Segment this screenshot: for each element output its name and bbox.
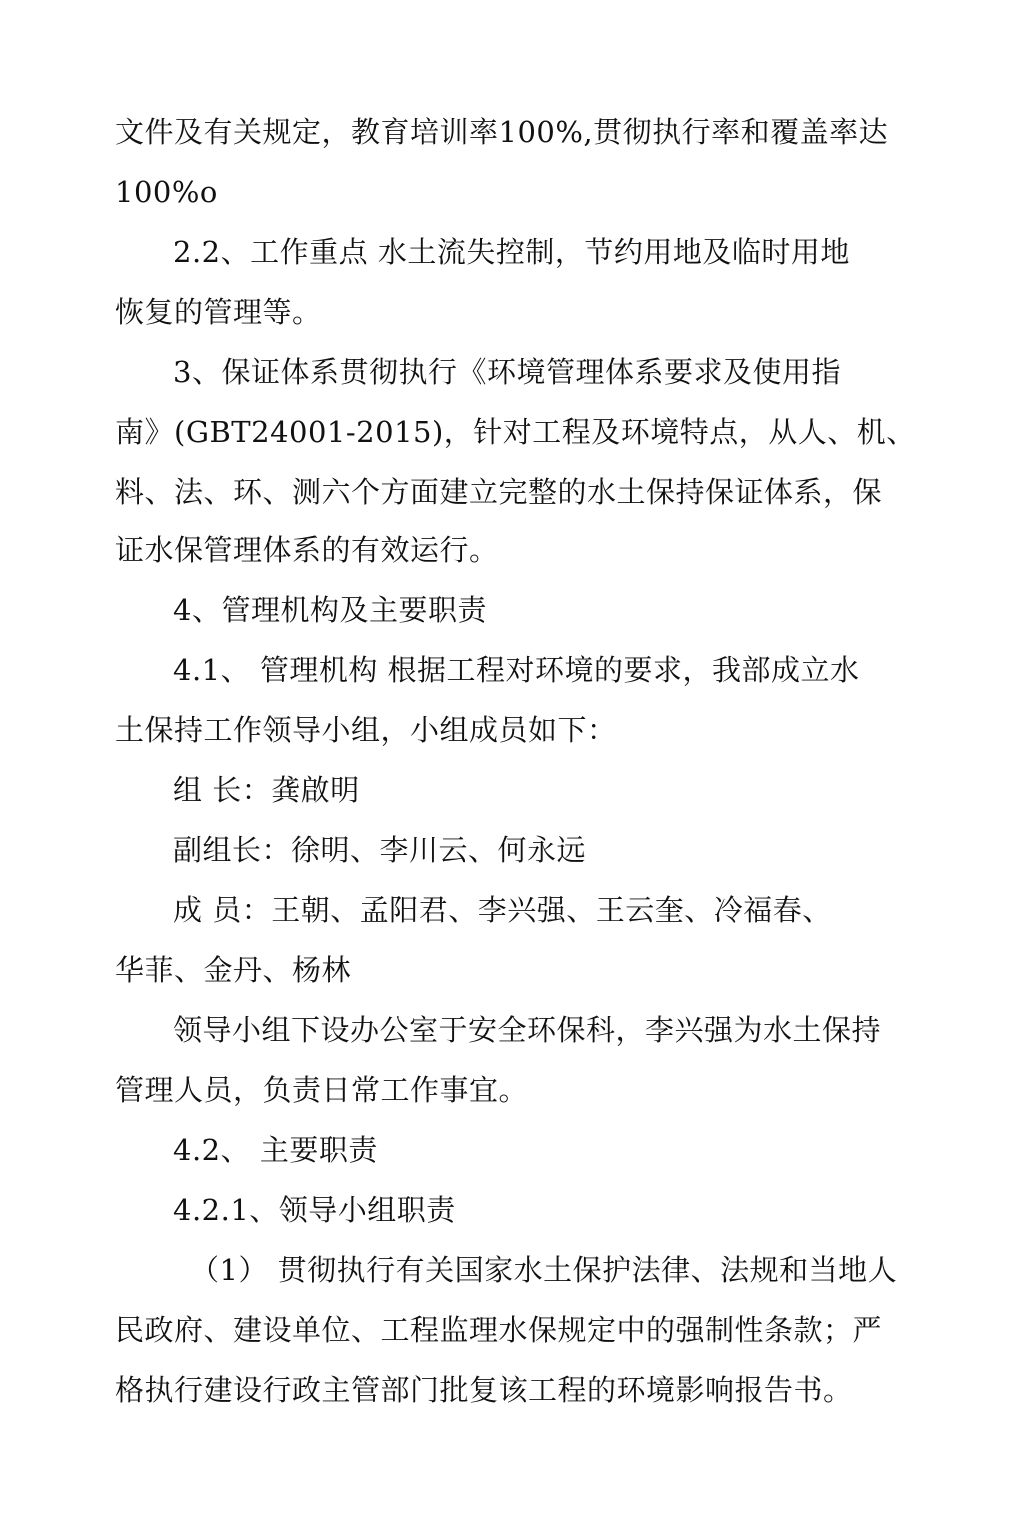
text-line: 民政府、建设单位、工程监理水保规定中的强制性条款；严 bbox=[115, 1313, 883, 1347]
text-line: 管理人员，负责日常工作事宜。 bbox=[115, 1073, 529, 1107]
text-line: 恢复的管理等。 bbox=[115, 295, 322, 329]
text-line: 100%o bbox=[115, 175, 218, 209]
text-line: 证水保管理体系的有效运行。 bbox=[115, 533, 499, 567]
member-line: 成 员：王朝、孟阳君、李兴强、王云奎、冷福春、 bbox=[173, 893, 832, 927]
section-heading: 4.2.1、领导小组职责 bbox=[173, 1193, 456, 1227]
section-heading: 3、保证体系贯彻执行《环境管理体系要求及使用指 bbox=[173, 355, 841, 389]
paragraph-start: 领导小组下设办公室于安全环保科，李兴强为水土保持 bbox=[173, 1013, 882, 1047]
text-line: 南》(GBT24001-2015)，针对工程及环境特点，从人、机、 bbox=[115, 415, 916, 449]
section-heading: 4.1、 管理机构 根据工程对环境的要求，我部成立水 bbox=[173, 653, 860, 687]
text-line: 文件及有关规定，教育培训率100%,贯彻执行率和覆盖率达 bbox=[115, 115, 889, 149]
section-heading: 4.2、 主要职责 bbox=[173, 1133, 378, 1167]
text-line: 料、法、环、测六个方面建立完整的水土保持保证体系，保 bbox=[115, 475, 883, 509]
member-line: 副组长：徐明、李川云、何永远 bbox=[173, 833, 587, 867]
list-item-start: （1） 贯彻执行有关国家水土保护法律、法规和当地人 bbox=[190, 1253, 898, 1287]
member-line: 组 长：龚啟明 bbox=[173, 773, 360, 807]
text-line: 格执行建设行政主管部门批复该工程的环境影响报告书。 bbox=[115, 1373, 853, 1407]
section-heading: 4、管理机构及主要职责 bbox=[173, 593, 487, 627]
text-line: 土保持工作领导小组，小组成员如下： bbox=[115, 713, 617, 747]
section-heading: 2.2、工作重点 水土流失控制，节约用地及临时用地 bbox=[173, 235, 850, 269]
text-line: 华菲、金丹、杨林 bbox=[115, 953, 352, 987]
